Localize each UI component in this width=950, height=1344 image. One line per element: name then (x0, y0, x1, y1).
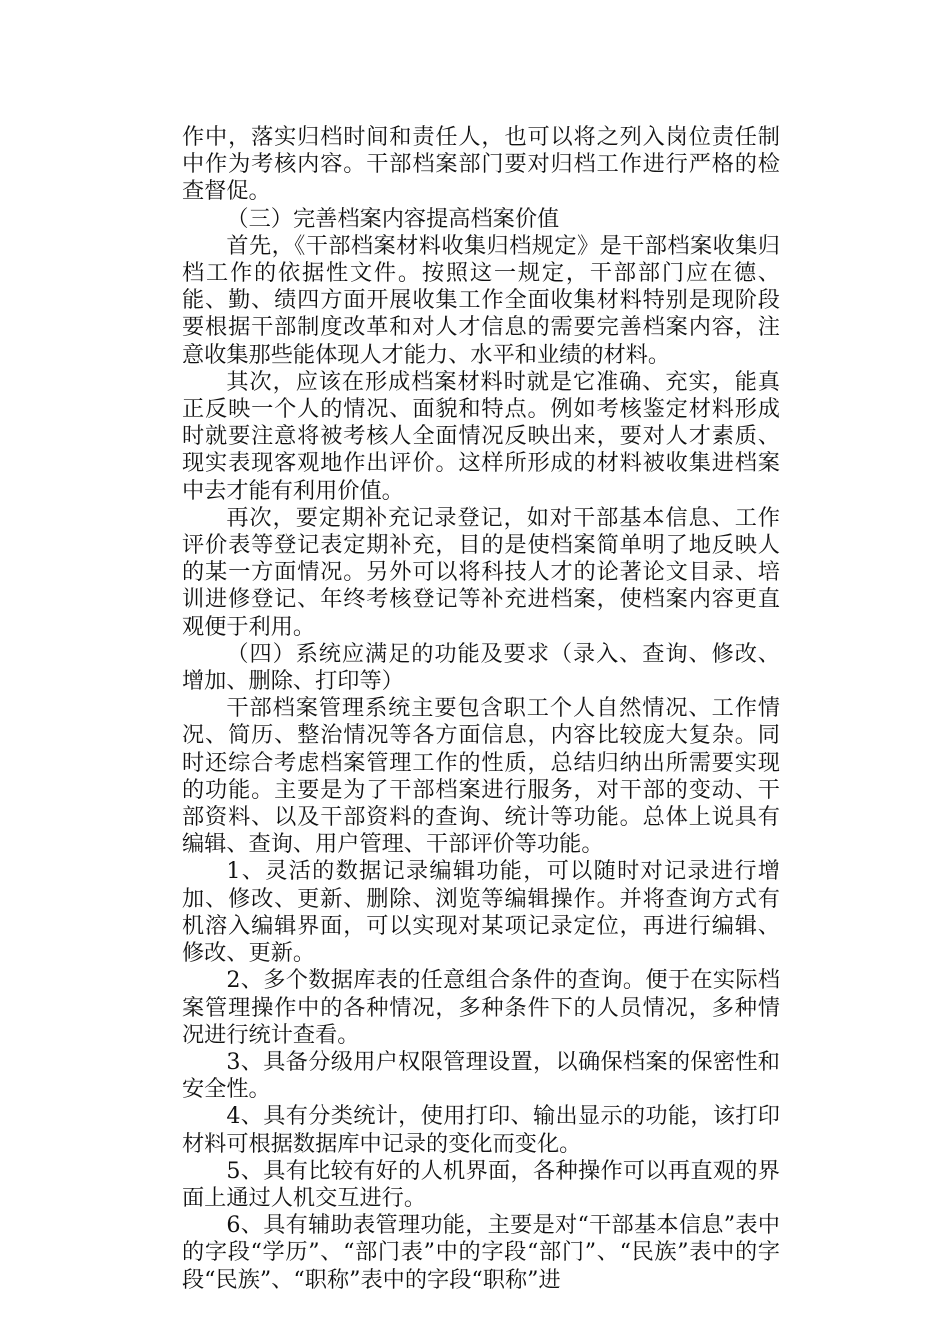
paragraph-first: 首先，《干部档案材料收集归档规定》是干部档案收集归档工作的依据性文件。按照这一规定，干部部门应在德、能、勤、绩四方面开展收集工作全面收集材料特别是现阶段要根据干部制度改革和对人才信息的需要完善档案内容，注意收集那些能体现人才能力、水平和业绩的材料。 (182, 232, 780, 368)
list-item-2: 2、多个数据库表的任意组合条件的查询。便于在实际档案管理操作中的各种情况，多种条件下的人员情况，多种情况进行统计查看。 (182, 967, 780, 1048)
paragraph-third: 再次，要定期补充记录登记，如对干部基本信息、工作评价表等登记表定期补充，目的是使档案简单明了地反映人的某一方面情况。另外可以将科技人才的论著论文目录、培训进修登记、年终考核登记等补充进档案，使档案内容更直观便于利用。 (182, 504, 780, 640)
list-item-1: 1、灵活的数据记录编辑功能，可以随时对记录进行增加、修改、更新、删除、浏览等编辑操作。并将查询方式有机溶入编辑界面，可以实现对某项记录定位，再进行编辑、修改、更新。 (182, 858, 780, 967)
list-item-3: 3、具备分级用户权限管理设置，以确保档案的保密性和安全性。 (182, 1048, 780, 1103)
paragraph-system-overview: 干部档案管理系统主要包含职工个人自然情况、工作情况、简历、整治情况等各方面信息，内容比较庞大复杂。同时还综合考虑档案管理工作的性质，总结归纳出所需要实现的功能。主要是为了干部档案进行服务，对干部的变动、干部资料、以及干部资料的查询、统计等功能。总体上说具有编辑、查询、用户管理、干部评价等功能。 (182, 695, 780, 858)
list-item-5: 5、具有比较有好的人机界面，各种操作可以再直观的界面上通过人机交互进行。 (182, 1157, 780, 1211)
paragraph-continuation: 作中，落实归档时间和责任人，也可以将之列入岗位责任制中作为考核内容。干部档案部门要对归档工作进行严格的检查督促。 (182, 124, 780, 205)
list-item-6: 6、具有辅助表管理功能，主要是对“干部基本信息”表中的字段“学历”、“部门表”中的字段“部门”、“民族”表中的字段“民族”、“职称”表中的字段“职称”进 (182, 1212, 780, 1293)
section-heading-3: （三）完善档案内容提高档案价值 (226, 205, 560, 232)
section-heading-4: （四）系统应满足的功能及要求（录入、查询、修改、增加、删除、打印等） (182, 640, 780, 695)
paragraph-second: 其次，应该在形成档案材料时就是它准确、充实，能真正反映一个人的情况、面貌和特点。例如考核鉴定材料形成时就要注意将被考核人全面情况反映出来，要对人才素质、现实表现客观地作出评价。这样所形成的材料被收集进档案中去才能有利用价值。 (182, 368, 780, 504)
document-body (182, 124, 780, 1294)
list-item-4: 4、具有分类统计，使用打印、输出显示的功能，该打印材料可根据数据库中记录的变化而变化。 (182, 1103, 780, 1157)
